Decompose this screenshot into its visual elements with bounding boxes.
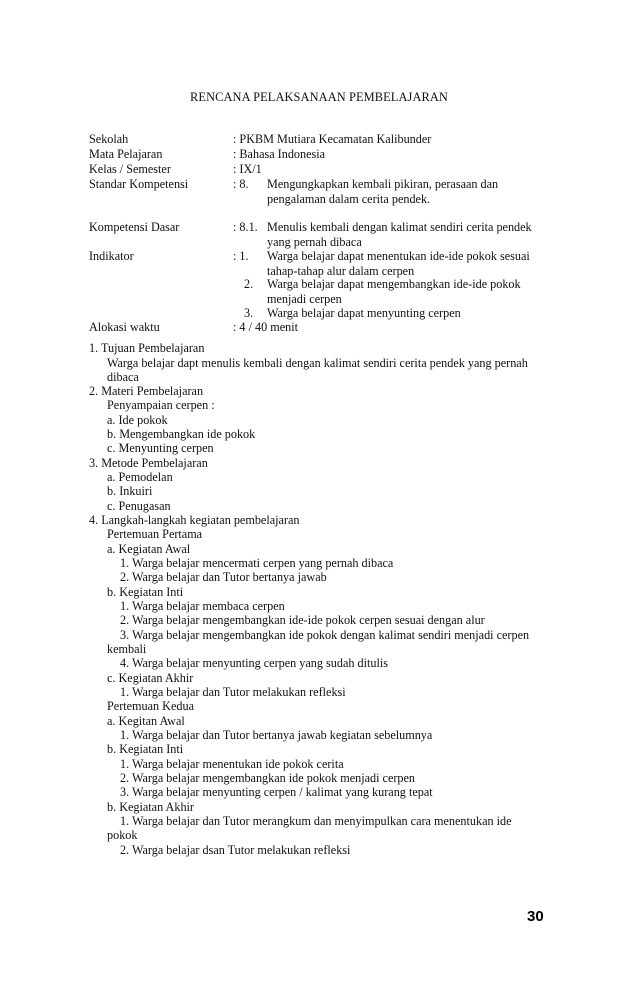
label-kelas-semester: Kelas / Semester xyxy=(89,162,171,176)
body-line: 2. Warga belajar dsan Tutor melakukan refleksi xyxy=(120,843,351,857)
body-line: 3. Warga belajar mengembangkan ide pokok dengan kalimat sendiri menjadi cerpen xyxy=(120,628,530,642)
indikator-number-3: 3. xyxy=(244,306,254,320)
label-mata-pelajaran: Mata Pelajaran xyxy=(89,147,163,161)
value-sekolah: : PKBM Mutiara Kecamatan Kalibunder xyxy=(233,132,432,146)
body-line: Penyampaian cerpen : xyxy=(107,398,215,412)
value-mata-pelajaran: : Bahasa Indonesia xyxy=(233,147,326,161)
body-line: 4. Warga belajar menyunting cerpen yang sudah ditulis xyxy=(120,656,388,670)
kd-number: : 8.1. xyxy=(233,220,258,234)
body-line: b. Kegiatan Inti xyxy=(107,742,184,756)
label-sekolah: Sekolah xyxy=(89,132,129,146)
value-alokasi-waktu: : 4 / 40 menit xyxy=(233,320,298,334)
indikator-1-line1: Warga belajar dapat menentukan ide-ide pokok sesuai xyxy=(267,249,530,263)
body-line: 1. Warga belajar dan Tutor merangkum dan menyimpulkan cara menentukan ide xyxy=(120,814,512,828)
body-line: 2. Warga belajar mengembangkan ide pokok menjadi cerpen xyxy=(120,771,416,785)
label-indikator: Indikator xyxy=(89,249,134,263)
body-line: 3. Warga belajar menyunting cerpen / kalimat yang kurang tepat xyxy=(120,785,433,799)
value-kelas-semester: : IX/1 xyxy=(233,162,262,176)
body-line: 1. Warga belajar menentukan ide pokok cerita xyxy=(120,757,344,771)
indikator-number-2: 2. xyxy=(244,277,254,291)
indikator-3-line1: Warga belajar dapat menyunting cerpen xyxy=(267,306,461,320)
sk-text-line2: pengalaman dalam cerita pendek. xyxy=(267,192,431,206)
body-line: b. Mengembangkan ide pokok xyxy=(107,427,256,441)
body-line: Warga belajar dapt menulis kembali dengan kalimat sendiri cerita pendek yang pernah xyxy=(107,356,528,370)
body-line: a. Kegitan Awal xyxy=(107,714,185,728)
section-2-heading: 2. Materi Pembelajaran xyxy=(89,384,204,398)
body-line: b. Kegiatan Akhir xyxy=(107,800,194,814)
body-line: 1. Warga belajar dan Tutor bertanya jawab kegiatan sebelumnya xyxy=(120,728,433,742)
body-line: dibaca xyxy=(107,370,139,384)
label-kompetensi-dasar: Kompetensi Dasar xyxy=(89,220,180,234)
body-line: Pertemuan Pertama xyxy=(107,527,203,541)
indikator-2-line2: menjadi cerpen xyxy=(267,292,342,306)
body-line: b. Inkuiri xyxy=(107,484,153,498)
body-line: 1. Warga belajar membaca cerpen xyxy=(120,599,285,613)
body-line: a. Kegiatan Awal xyxy=(107,542,191,556)
body-line: 1. Warga belajar dan Tutor melakukan refleksi xyxy=(120,685,346,699)
body-line: c. Menyunting cerpen xyxy=(107,441,214,455)
body-line: 2. Warga belajar mengembangkan ide-ide pokok cerpen sesuai dengan alur xyxy=(120,613,485,627)
indikator-2-line1: Warga belajar dapat mengembangkan ide-ide pokok xyxy=(267,277,521,291)
label-standar-kompetensi: Standar Kompetensi xyxy=(89,177,189,191)
sk-text-line1: Mengungkapkan kembali pikiran, perasaan dan xyxy=(267,177,499,191)
indikator-number-1: : 1. xyxy=(233,249,249,263)
section-3-heading: 3. Metode Pembelajaran xyxy=(89,456,208,470)
kd-text-line2: yang pernah dibaca xyxy=(267,235,362,249)
section-4-heading: 4. Langkah-langkah kegiatan pembelajaran xyxy=(89,513,300,527)
page-number: 30 xyxy=(527,908,544,925)
sk-number: : 8. xyxy=(233,177,249,191)
body-line: 1. Warga belajar mencermati cerpen yang pernah dibaca xyxy=(120,556,394,570)
section-1-heading: 1. Tujuan Pembelajaran xyxy=(89,341,205,355)
body-line: c. Kegiatan Akhir xyxy=(107,671,194,685)
body-line: b. Kegiatan Inti xyxy=(107,585,184,599)
label-alokasi-waktu: Alokasi waktu xyxy=(89,320,160,334)
body-line: 2. Warga belajar dan Tutor bertanya jawab xyxy=(120,570,327,584)
body-line: Pertemuan Kedua xyxy=(107,699,194,713)
body-line: kembali xyxy=(107,642,147,656)
body-line: a. Pemodelan xyxy=(107,470,173,484)
body-line: a. Ide pokok xyxy=(107,413,168,427)
indikator-1-line2: tahap-tahap alur dalam cerpen xyxy=(267,264,415,278)
body-line: c. Penugasan xyxy=(107,499,171,513)
body-line: pokok xyxy=(107,828,138,842)
page-title: RENCANA PELAKSANAAN PEMBELAJARAN xyxy=(190,90,448,104)
kd-text-line1: Menulis kembali dengan kalimat sendiri cerita pendek xyxy=(267,220,532,234)
